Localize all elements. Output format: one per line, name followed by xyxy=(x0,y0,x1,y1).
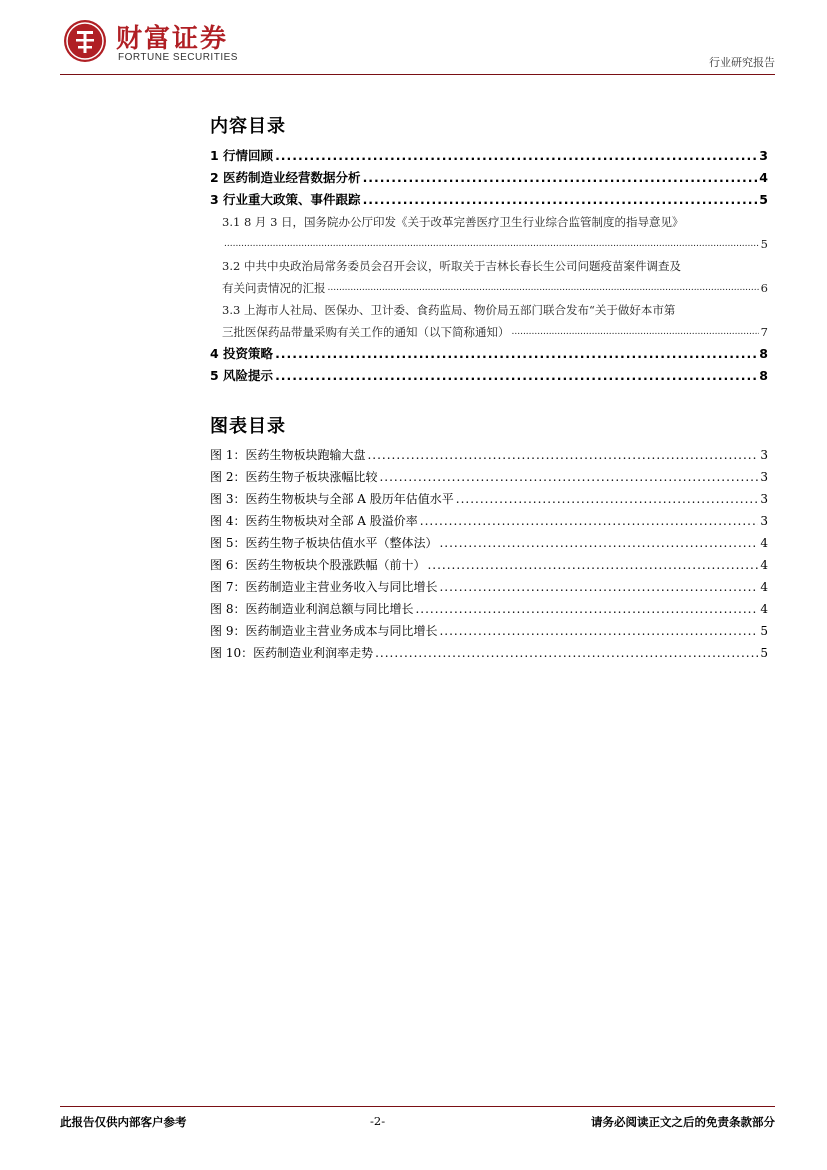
toc-entry[interactable] xyxy=(210,189,768,211)
figure-entry-text: 图 7：医药制造业主营业务收入与同比增长 xyxy=(210,580,438,594)
toc-subentry-line2 xyxy=(210,277,768,299)
toc-leader xyxy=(439,620,758,642)
toc-entry-text: 3 行业重大政策、事件跟踪 xyxy=(210,192,361,207)
toc-entry-text: 1 行情回顾 xyxy=(210,148,274,163)
toc-entry[interactable] xyxy=(210,343,768,365)
figure-entry-text: 图 3：医药生物板块与全部 A 股历年估值水平 xyxy=(210,492,454,506)
toc-page-number: 8 xyxy=(759,368,768,383)
toc-leader xyxy=(375,642,758,664)
footer-divider xyxy=(60,1106,775,1107)
toc-leader xyxy=(427,554,758,576)
toc-leader xyxy=(379,466,758,488)
toc-leader xyxy=(275,145,757,167)
toc-entry[interactable] xyxy=(210,145,768,167)
footer-disclaimer: 此报告仅供内部客户参考 xyxy=(60,1115,187,1129)
figure-entry[interactable] xyxy=(210,466,768,488)
toc-leader xyxy=(456,488,759,510)
toc-subentry-line2 xyxy=(210,233,768,255)
toc-page-number: 7 xyxy=(760,325,768,339)
figure-entry-text: 图 4：医药生物板块对全部 A 股溢价率 xyxy=(210,514,418,528)
figure-entry[interactable] xyxy=(210,532,768,554)
figure-entry[interactable] xyxy=(210,510,768,532)
footer-notice: 请务必阅读正文之后的免责条款部分 xyxy=(591,1115,775,1129)
toc-page-number: 5 xyxy=(759,192,768,207)
figure-page-number: 3 xyxy=(760,448,768,462)
figure-entry-text: 图 10：医药制造业利润率走势 xyxy=(210,646,374,660)
logo-chinese-name: 财富证券 xyxy=(116,24,229,54)
figure-entry[interactable] xyxy=(210,642,768,664)
figure-entry[interactable] xyxy=(210,620,768,642)
toc-leader xyxy=(363,189,758,211)
figures-title: 图表目录 xyxy=(210,416,286,437)
toc-leader xyxy=(224,233,759,255)
toc-subentry[interactable] xyxy=(210,299,768,343)
figure-page-number: 3 xyxy=(760,492,768,506)
header-divider xyxy=(60,74,775,75)
toc-leader xyxy=(328,277,759,299)
toc-page-number: 3 xyxy=(759,148,768,163)
toc-subentry-line2 xyxy=(210,321,768,343)
contents-title: 内容目录 xyxy=(210,116,286,137)
figures-list xyxy=(210,444,768,664)
toc-leader xyxy=(420,510,759,532)
figure-page-number: 4 xyxy=(760,558,768,572)
toc-leader xyxy=(275,365,757,387)
figure-entry-text: 图 2：医药生物子板块涨幅比较 xyxy=(210,470,378,484)
toc-leader xyxy=(367,444,758,466)
figure-entry[interactable] xyxy=(210,598,768,620)
figure-page-number: 5 xyxy=(760,646,768,660)
toc-entry-text: 2 医药制造业经营数据分析 xyxy=(210,170,361,185)
figure-entry-text: 图 9：医药制造业主营业务成本与同比增长 xyxy=(210,624,438,638)
figure-page-number: 5 xyxy=(760,624,768,638)
toc-entry-text: 4 投资策略 xyxy=(210,346,274,361)
toc-leader xyxy=(415,598,758,620)
contents-list xyxy=(210,145,768,387)
toc-leader xyxy=(439,576,758,598)
company-logo xyxy=(60,14,300,70)
figure-page-number: 4 xyxy=(760,536,768,550)
figure-page-number: 3 xyxy=(760,514,768,528)
toc-page-number: 5 xyxy=(760,237,768,251)
report-type-label: 行业研究报告 xyxy=(709,56,775,69)
toc-subentry-text: 有关问责情况的汇报 xyxy=(222,281,326,295)
figure-entry[interactable] xyxy=(210,444,768,466)
toc-page-number: 8 xyxy=(759,346,768,361)
toc-page-number: 4 xyxy=(759,170,768,185)
figure-entry-text: 图 6：医药生物板块个股涨跌幅（前十） xyxy=(210,558,426,572)
toc-subentry-line1: 3.2 中共中央政治局常务委员会召开会议，听取关于吉林长春长生公司问题疫苗案件调查及 xyxy=(222,259,681,273)
page-number: -2- xyxy=(370,1114,386,1128)
figure-entry-text: 图 1：医药生物板块跑输大盘 xyxy=(210,448,366,462)
figure-page-number: 4 xyxy=(760,602,768,616)
logo-english-name: FORTUNE SECURITIES xyxy=(118,52,238,63)
toc-leader xyxy=(363,167,758,189)
figure-entry-text: 图 5：医药生物子板块估值水平（整体法） xyxy=(210,536,438,550)
toc-subentry-text: 三批医保药品带量采购有关工作的通知（以下简称通知） xyxy=(222,325,510,339)
toc-leader xyxy=(439,532,758,554)
toc-leader xyxy=(275,343,757,365)
page-header xyxy=(60,14,775,74)
logo-emblem-icon xyxy=(64,20,106,62)
figure-page-number: 3 xyxy=(760,470,768,484)
toc-page-number: 6 xyxy=(760,281,768,295)
figure-entry-text: 图 8：医药制造业利润总额与同比增长 xyxy=(210,602,414,616)
toc-leader xyxy=(512,321,759,343)
toc-entry[interactable] xyxy=(210,167,768,189)
figure-page-number: 4 xyxy=(760,580,768,594)
toc-entry[interactable] xyxy=(210,365,768,387)
figure-entry[interactable] xyxy=(210,554,768,576)
toc-subentry[interactable] xyxy=(210,255,768,299)
toc-entry-text: 5 风险提示 xyxy=(210,368,274,383)
toc-subentry-line1: 3.1 8 月 3 日，国务院办公厅印发《关于改革完善医疗卫生行业综合监管制度的指导意见》 xyxy=(222,215,684,229)
figure-entry[interactable] xyxy=(210,488,768,510)
toc-subentry-line1: 3.3 上海市人社局、医保办、卫计委、食药监局、物价局五部门联合发布“关于做好本市第 xyxy=(222,303,676,317)
figure-entry[interactable] xyxy=(210,576,768,598)
toc-subentry[interactable] xyxy=(210,211,768,255)
